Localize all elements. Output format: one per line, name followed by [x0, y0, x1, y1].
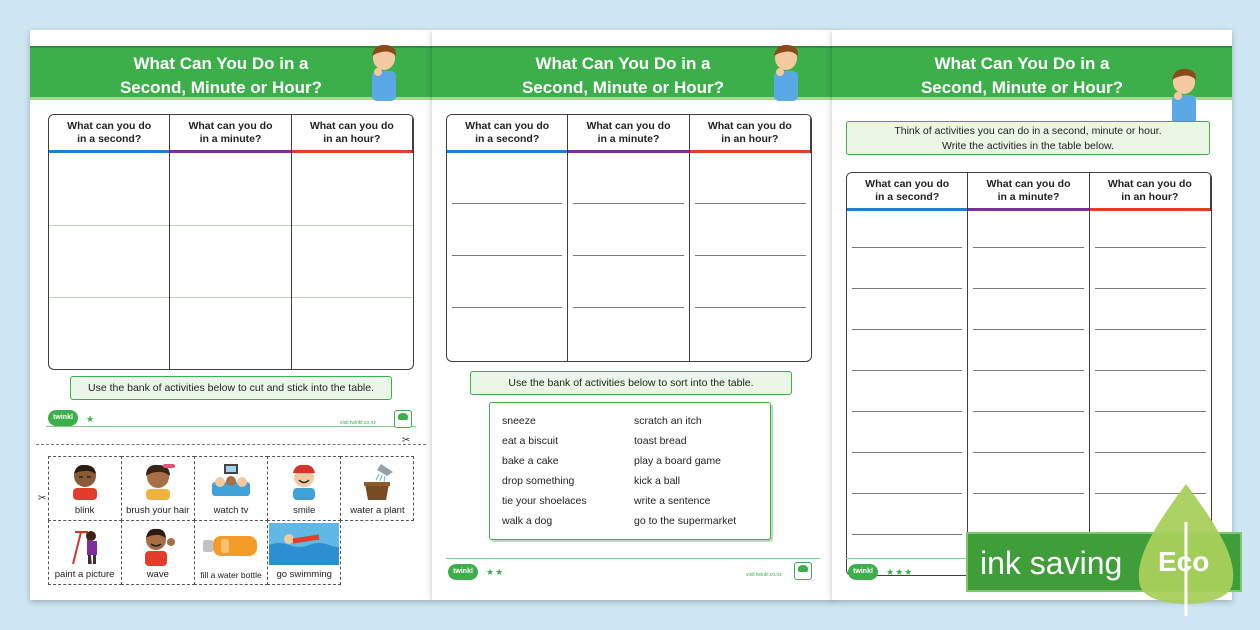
header-hour: What can you do in an hour? — [1090, 173, 1211, 211]
bank-item: play a board game — [634, 455, 721, 467]
twinkl-logo: twinkl — [848, 564, 878, 580]
ink-saving-text: ink saving — [980, 545, 1123, 581]
difficulty-stars: ★ — [86, 414, 96, 424]
activity-table — [446, 114, 812, 362]
footer-divider — [446, 558, 820, 559]
header-minute: What can you do in a minute? — [170, 115, 291, 153]
activity-card[interactable]: paint a picture — [48, 520, 122, 585]
quality-badge-icon — [394, 410, 412, 428]
activity-card[interactable]: blink — [48, 456, 122, 521]
twinkl-logo: twinkl — [48, 410, 78, 426]
header-hour: What can you do in an hour? — [690, 115, 811, 153]
activity-card[interactable]: water a plant — [340, 456, 414, 521]
activity-table — [48, 114, 414, 370]
difficulty-stars: ★★ — [486, 567, 505, 577]
bank-item: go to the supermarket — [634, 515, 737, 527]
cut-line — [36, 444, 426, 445]
header-second: What can you do in a second? — [847, 173, 968, 211]
bank-item: write a sentence — [634, 495, 711, 507]
bank-item: bake a cake — [502, 455, 559, 467]
worksheet-title: What Can You Do in a Second, Minute or Hour? — [30, 46, 432, 100]
child-painting-icon — [67, 526, 103, 566]
bank-item: scratch an itch — [634, 415, 702, 427]
bank-item: tie your shoelaces — [502, 495, 587, 507]
activity-card[interactable]: brush your hair — [121, 456, 195, 521]
scissors-icon: ✂ — [38, 493, 47, 504]
header-hour: What can you do in an hour? — [292, 115, 413, 153]
column-minute — [968, 211, 1089, 575]
twinkl-logo: twinkl — [448, 564, 478, 580]
worksheet-title: What Can You Do in a Second, Minute or Hour? — [432, 46, 834, 100]
boy-blinking-icon — [67, 462, 103, 500]
column-hour — [292, 153, 413, 369]
column-second — [847, 211, 968, 575]
activity-card[interactable]: watch tv — [194, 456, 268, 521]
activity-card[interactable]: fill a water bottle — [194, 520, 268, 585]
activity-cards — [48, 456, 414, 584]
difficulty-stars: ★★★ — [886, 567, 914, 577]
eco-label: Eco — [1158, 546, 1210, 577]
visit-link: visit twinkl.co.nz — [746, 572, 782, 578]
activity-card[interactable]: smile — [267, 456, 341, 521]
activity-bank — [489, 402, 771, 540]
bank-item: toast bread — [634, 435, 687, 447]
footer-divider — [46, 426, 416, 427]
instruction-box: Think of activities you can do in a second, minute or hour. Write the activities in the table below. — [846, 121, 1210, 155]
bank-item: walk a dog — [502, 515, 553, 527]
watering-plant-icon — [357, 462, 397, 502]
bank-item: eat a biscuit — [502, 435, 559, 447]
column-minute — [568, 153, 689, 361]
bank-item: sneeze — [502, 415, 536, 427]
column-minute — [170, 153, 291, 369]
activity-card[interactable]: wave — [121, 520, 195, 585]
worksheet-1 — [30, 30, 432, 600]
worksheet-title: What Can You Do in a Second, Minute or Hour? — [832, 46, 1232, 100]
worksheet-2 — [432, 30, 834, 600]
header-second: What can you do in a second? — [447, 115, 568, 153]
header-second: What can you do in a second? — [49, 115, 170, 153]
activity-card[interactable]: go swimming — [267, 520, 341, 585]
bank-item: kick a ball — [634, 475, 681, 487]
header-minute: What can you do in a minute? — [568, 115, 689, 153]
instruction-box: Use the bank of activities below to cut and stick into the table. — [70, 376, 392, 400]
visit-link: visit twinkl.co.nz — [340, 420, 376, 426]
scissors-icon: ✂ — [402, 435, 411, 446]
boy-smiling-icon — [286, 462, 322, 500]
column-hour — [690, 153, 811, 361]
girl-brushing-hair-icon — [138, 462, 178, 500]
column-second — [447, 153, 568, 361]
family-watching-tv-icon — [208, 462, 254, 500]
quality-badge-icon — [794, 562, 812, 580]
instruction-box: Use the bank of activities below to sort into the table. — [470, 371, 792, 395]
column-second — [49, 153, 170, 369]
water-bottle-icon — [201, 531, 261, 561]
header-minute: What can you do in a minute? — [968, 173, 1089, 211]
bank-item: drop something — [502, 475, 575, 487]
swimmer-icon — [269, 523, 339, 565]
boy-waving-icon — [139, 526, 177, 566]
